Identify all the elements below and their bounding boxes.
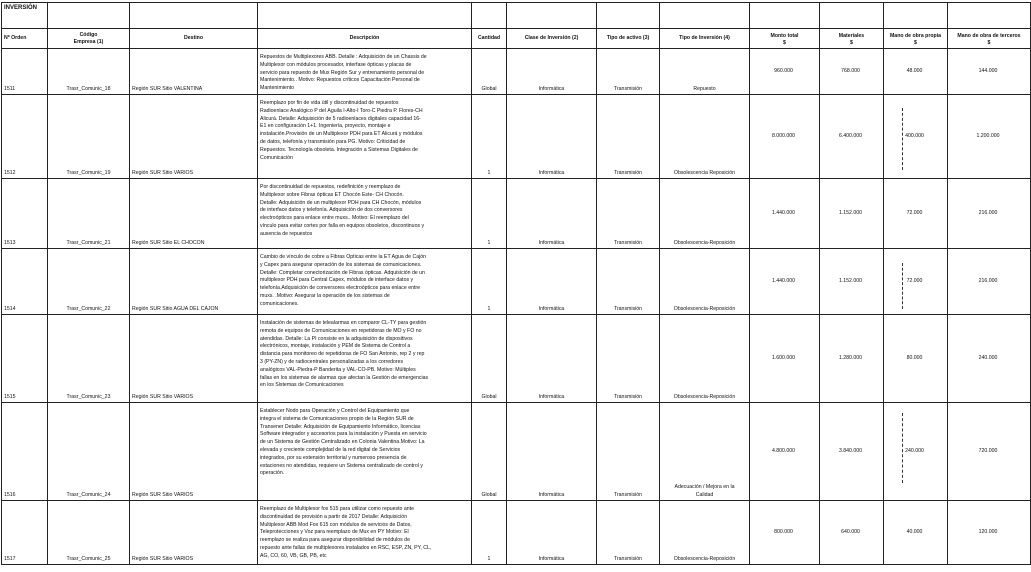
description-line: Mantenimiento.. Motivo: Repuestos críticos Capacitación Personal de xyxy=(260,77,420,84)
cell-monto-total: 800.000 xyxy=(750,501,820,565)
cell-materiales: 3.840.000 xyxy=(820,403,884,501)
cell-cantidad: 1 xyxy=(472,95,507,179)
cell-mano-terceros: 216.000 xyxy=(948,179,1031,249)
description-line: Reemplazo por fin de vida útil y discontinuidad de repuestos xyxy=(260,100,399,106)
cell-materiales: 1.280.000 xyxy=(820,315,884,403)
cell-monto-total: 1.600.000 xyxy=(750,315,820,403)
cell-mano-terceros: 144.000 xyxy=(948,49,1031,95)
description-line: Mantenimiento xyxy=(260,85,295,92)
description-line: Detalle: Adquisición de un multiplexor PDH para CH Chocón, módulos xyxy=(260,199,422,206)
description-line: reemplazo se realiza para asegurar disponibilidad de módulos de xyxy=(260,537,410,544)
description-line: muxs. .Motivo: Asegurar la operación de los sistemas de xyxy=(260,292,390,299)
description-line: Instalación de sistemas de telealarmas en comparor CL-TY para gestión xyxy=(260,320,427,326)
description-line: en los Sistemas de Comunicaciones xyxy=(260,382,344,389)
table-row xyxy=(2,179,1031,249)
cell-tipo-inversion xyxy=(660,315,750,403)
table-row xyxy=(2,315,1031,403)
header-n-orden: Nº Orden xyxy=(2,29,48,49)
tipo-inversion-line: Obsolescencia-Reposición xyxy=(673,556,736,563)
description-line: Alicurá. Detalle: Adquisición de 5 radioenlaces digitales capacidad 16- xyxy=(260,115,421,122)
description-line: Repuestos. Tecnología obsoleta. Integración a Sistemas Digitales de xyxy=(260,146,418,153)
cell-mano-propia: 72.000 xyxy=(884,249,948,315)
cell-orden: 1516 xyxy=(2,403,48,501)
cell-clase: Informática xyxy=(507,315,597,403)
cell-codigo: Trasr_Comunic_18 xyxy=(48,49,130,95)
cell-descripcion xyxy=(258,179,472,249)
cell-clase: Informática xyxy=(507,403,597,501)
cell-monto-total: 1.440.000 xyxy=(750,249,820,315)
investment-table xyxy=(1,2,1031,565)
cell-codigo: Trasr_Comunic_19 xyxy=(48,95,130,179)
cell-tipo-activo: Transmisión xyxy=(597,315,660,403)
cell-mano-propia: 240.000 xyxy=(884,403,948,501)
dashed-marker xyxy=(902,263,903,309)
description-line: Establecer Nodo para Operación y Control del Equipamiento que xyxy=(260,408,410,414)
cell-orden: 1514 xyxy=(2,249,48,315)
description-line: Multiplexor ABB Mod Fox 615 con módulos de servicios de Datos, xyxy=(260,521,412,528)
description-line: analógicos VAL-Piedra-P Banderita y VAL-CO-PB. Motivo: Múltiples xyxy=(260,366,416,373)
header-monto-total: Monto total $ xyxy=(750,29,820,49)
cell-mano-propia: 48.000 xyxy=(884,49,948,95)
cell-destino: Región SUR Sitio VALENTINA xyxy=(130,49,258,95)
cell-descripcion xyxy=(258,403,472,501)
header-tipo-inversion: Tipo de Inversión (4) xyxy=(660,29,750,49)
cell-materiales: 1.152.000 xyxy=(820,179,884,249)
cell-mano-propia: 40.000 xyxy=(884,501,948,565)
cell-orden: 1511 xyxy=(2,49,48,95)
cell-orden: 1517 xyxy=(2,501,48,565)
cell-codigo: Trasr_Comunic_24 xyxy=(48,403,130,501)
description-line: Radioenlace Analógico P del Águila I-Alto-I Toro-C Piedra P. Flores-CH xyxy=(260,107,423,114)
tipo-inversion-line: Calidad xyxy=(695,492,714,499)
cell-orden: 1513 xyxy=(2,179,48,249)
cell-clase: Informática xyxy=(507,249,597,315)
description-line: discontinuidad de provisión a partir de 2017 Detalle: Adquisición xyxy=(260,513,408,520)
cell-tipo-inversion xyxy=(660,403,750,501)
header-row xyxy=(2,29,1031,49)
cell-tipo-inversion xyxy=(660,501,750,565)
cell-cantidad: 1 xyxy=(472,501,507,565)
cell-tipo-activo: Transmisión xyxy=(597,249,660,315)
cell-tipo-inversion xyxy=(660,49,750,95)
cell-descripcion xyxy=(258,249,472,315)
table-row xyxy=(2,95,1031,179)
cell-destino: Región SUR Sitio VARIOS xyxy=(130,403,258,501)
description-line: instalación.Provisión de un Multiplexor PDH para ET Alicurá y módulos xyxy=(260,131,423,138)
description-line: Multiplexor con módulos procesador, interfase ópticas y placas de xyxy=(260,61,412,68)
cell-clase: Informática xyxy=(507,95,597,179)
section-title: INVERSIÓN xyxy=(2,3,48,29)
cell-destino: Región SUR Sitio VARIOS xyxy=(130,501,258,565)
cell-mano-propia: 72.000 xyxy=(884,179,948,249)
cell-codigo: Trasr_Comunic_25 xyxy=(48,501,130,565)
description-line: operación. xyxy=(260,470,285,477)
header-codigo: Código Empresa (1) xyxy=(48,29,130,49)
cell-tipo-activo: Transmisión xyxy=(597,95,660,179)
description-line: Software integrador y accesorios para la instalación y Puesta en servicio xyxy=(260,431,427,438)
description-line: remota de equipos de Comunicaciones en repetidoras de MO y FO no xyxy=(260,327,422,334)
table-row xyxy=(2,249,1031,315)
cell-destino: Región SUR Sitio VARIOS xyxy=(130,95,258,179)
cell-mano-terceros: 720.000 xyxy=(948,403,1031,501)
description-line: Cambio de vínculo de cobre a Fibras Ópticas entre la ET Agua de Cajón xyxy=(260,254,426,260)
header-tipo-activo: Tipo de activo (3) xyxy=(597,29,660,49)
cell-mano-terceros: 120.000 xyxy=(948,501,1031,565)
header-cantidad: Cantidad xyxy=(472,29,507,49)
description-line: Comunicación xyxy=(260,154,293,161)
cell-codigo: Trasr_Comunic_21 xyxy=(48,179,130,249)
description-line: 3 (PY-ZN) y de radiocentrales personalizadas a los corredores xyxy=(260,358,404,365)
cell-materiales: 640.000 xyxy=(820,501,884,565)
cell-cantidad: Global xyxy=(472,315,507,403)
cell-tipo-activo: Transmisión xyxy=(597,501,660,565)
description-line: AG, CO, 60, VB, GB, PB, etc xyxy=(260,552,327,559)
cell-monto-total: 960.000 xyxy=(750,49,820,95)
tipo-inversion-line: Obsolescencia-Reposición xyxy=(673,240,736,247)
table-row xyxy=(2,501,1031,565)
tipo-inversion-line: Obsolescencia-Reposición xyxy=(673,306,736,313)
cell-descripcion xyxy=(258,49,472,95)
table-row xyxy=(2,403,1031,501)
description-line: atendidas. Detalle: La PI consiste en la adquisición de dispositivos xyxy=(260,335,413,342)
cell-tipo-activo: Transmisión xyxy=(597,49,660,95)
tipo-inversion-line: Obsolescencia Reposición xyxy=(673,170,736,177)
description-line: y Capex para asegurar operación de los sistemas de comunicaciones. xyxy=(260,261,422,268)
header-clase: Clase de Inversión (2) xyxy=(507,29,597,49)
dashed-marker xyxy=(902,413,903,483)
cell-mano-terceros: 240.000 xyxy=(948,315,1031,403)
cell-materiales: 6.400.000 xyxy=(820,95,884,179)
description-line: Transener Detalle: Adquisición de Equipamiento Informático, licencias xyxy=(260,423,421,430)
description-line: vínculo para evitar cortes por falla en equipos obsoletos, discontinuos y xyxy=(260,222,425,229)
cell-materiales: 768.000 xyxy=(820,49,884,95)
cell-cantidad: 1 xyxy=(472,249,507,315)
cell-tipo-inversion xyxy=(660,249,750,315)
description-line: de un Sistema de Gestión Centralizado en Colonia Valentina.Motivo: La xyxy=(260,439,425,446)
description-line: Reemplazo de Multiplexor fox 515 para utilizar como repuesto ante xyxy=(260,506,414,512)
description-line: electroópticos para enlace entre muxs.. Motivo: El reemplazo del xyxy=(260,215,409,222)
cell-clase: Informática xyxy=(507,179,597,249)
cell-mano-terceros: 216.000 xyxy=(948,249,1031,315)
cell-clase: Informática xyxy=(507,501,597,565)
header-materiales: Materiales $ xyxy=(820,29,884,49)
description-line: Teleprotecciones y Voz para reemplazo de Mux en PY Motivo: El xyxy=(260,529,409,536)
description-line: integra el sistema de Comunicaciones propio de la Región SUR de xyxy=(260,415,414,422)
cell-descripcion xyxy=(258,315,472,403)
cell-mano-propia: 400.000 xyxy=(884,95,948,179)
cell-cantidad: Global xyxy=(472,49,507,95)
cell-monto-total: 1.440.000 xyxy=(750,179,820,249)
description-line: telefonía.Adquisición de conversores electroópticos para enlace entre xyxy=(260,285,421,292)
description-line: integrados, por su extensión territorial y numeroso presencia de xyxy=(260,454,407,461)
description-line: electrónicos, montaje, instalación y PEM de Sistema de Control a xyxy=(260,343,411,350)
description-line: fallas en los sistemas de alarmas que afectan la Gestión de emergencias xyxy=(260,374,429,381)
cell-orden: 1512 xyxy=(2,95,48,179)
description-line: Multiplexor sobre Fibras ópticas ET Chocón Este- CH Chocón. xyxy=(260,191,404,198)
description-line: comunicaciones. xyxy=(260,300,299,307)
cell-codigo: Trasr_Comunic_22 xyxy=(48,249,130,315)
cell-monto-total: 4.800.000 xyxy=(750,403,820,501)
description-line: repuesto ante fallas de multiplexores instalados en RSC, ESP, ZN, PY, CL, xyxy=(260,544,432,551)
tipo-inversion-line: Obsolescencia-Reposición xyxy=(673,394,736,401)
cell-descripcion xyxy=(258,501,472,565)
tipo-inversion-line: Repuesto xyxy=(693,86,716,93)
cell-cantidad: 1 xyxy=(472,179,507,249)
description-line: servicio para repuesto de Mux Región Sur y entrenamiento personal de xyxy=(260,69,425,76)
cell-tipo-inversion xyxy=(660,179,750,249)
cell-destino: Región SUR Sitio EL CHOCON xyxy=(130,179,258,249)
description-line: Repuestos de Multiplexores ABB. Detalle : Adquisición de un Chassis de xyxy=(260,54,427,60)
cell-cantidad: Global xyxy=(472,403,507,501)
cell-tipo-inversion xyxy=(660,95,750,179)
cell-mano-propia: 80.000 xyxy=(884,315,948,403)
description-line: distancia para monitoreo de repetidoras de FO San Antonio, rep 2 y rep xyxy=(260,351,425,358)
cell-tipo-activo: Transmisión xyxy=(597,403,660,501)
cell-descripcion xyxy=(258,95,472,179)
cell-orden: 1515 xyxy=(2,315,48,403)
description-line: estaciones no atendidas, requiere un Sistema centralizado de control y xyxy=(260,462,423,469)
table-row xyxy=(2,49,1031,95)
cell-destino: Región SUR Sitio VARIOS xyxy=(130,315,258,403)
header-mano-propia: Mano de obra propia $ xyxy=(884,29,948,49)
cell-clase: Informática xyxy=(507,49,597,95)
header-descripcion: Descripción xyxy=(258,29,472,49)
description-line: de datos, telefonía y transmisión para PG. Motivo: Criticidad de xyxy=(260,138,406,145)
header-mano-terceros: Mano de obra de terceros $ xyxy=(948,29,1031,49)
header-destino: Destino xyxy=(130,29,258,49)
description-line: ausencia de repuestos xyxy=(260,230,313,237)
cell-destino: Región SUR Sitio AGUA DEL CAJON xyxy=(130,249,258,315)
dashed-marker xyxy=(902,108,903,170)
description-line: elevada y creciente complejidad de la red digital de Servicios xyxy=(260,446,401,453)
description-line: Detalle: Completar conectorización de Fibras ópticas. Adquisición de un xyxy=(260,269,425,276)
description-line: de interface datos y telefonía. Adquisición de dos conversores xyxy=(260,207,403,214)
cell-codigo: Trasr_Comunic_23 xyxy=(48,315,130,403)
cell-tipo-activo: Transmisión xyxy=(597,179,660,249)
cell-monto-total: 8.000.000 xyxy=(750,95,820,179)
description-line: Por discontinuidad de repuestos, redefinición y reemplazo de xyxy=(260,184,401,190)
cell-materiales: 1.152.000 xyxy=(820,249,884,315)
description-line: E1 en configuración 1+1. Ingeniería, proyecto, montaje e xyxy=(260,123,391,130)
tipo-inversion-line: Adecuación / Mejora en la xyxy=(674,484,735,491)
cell-mano-terceros: 1.200.000 xyxy=(948,95,1031,179)
description-line: multiplexor PDH para Central Capex, módulos de interface datos y xyxy=(260,277,414,284)
